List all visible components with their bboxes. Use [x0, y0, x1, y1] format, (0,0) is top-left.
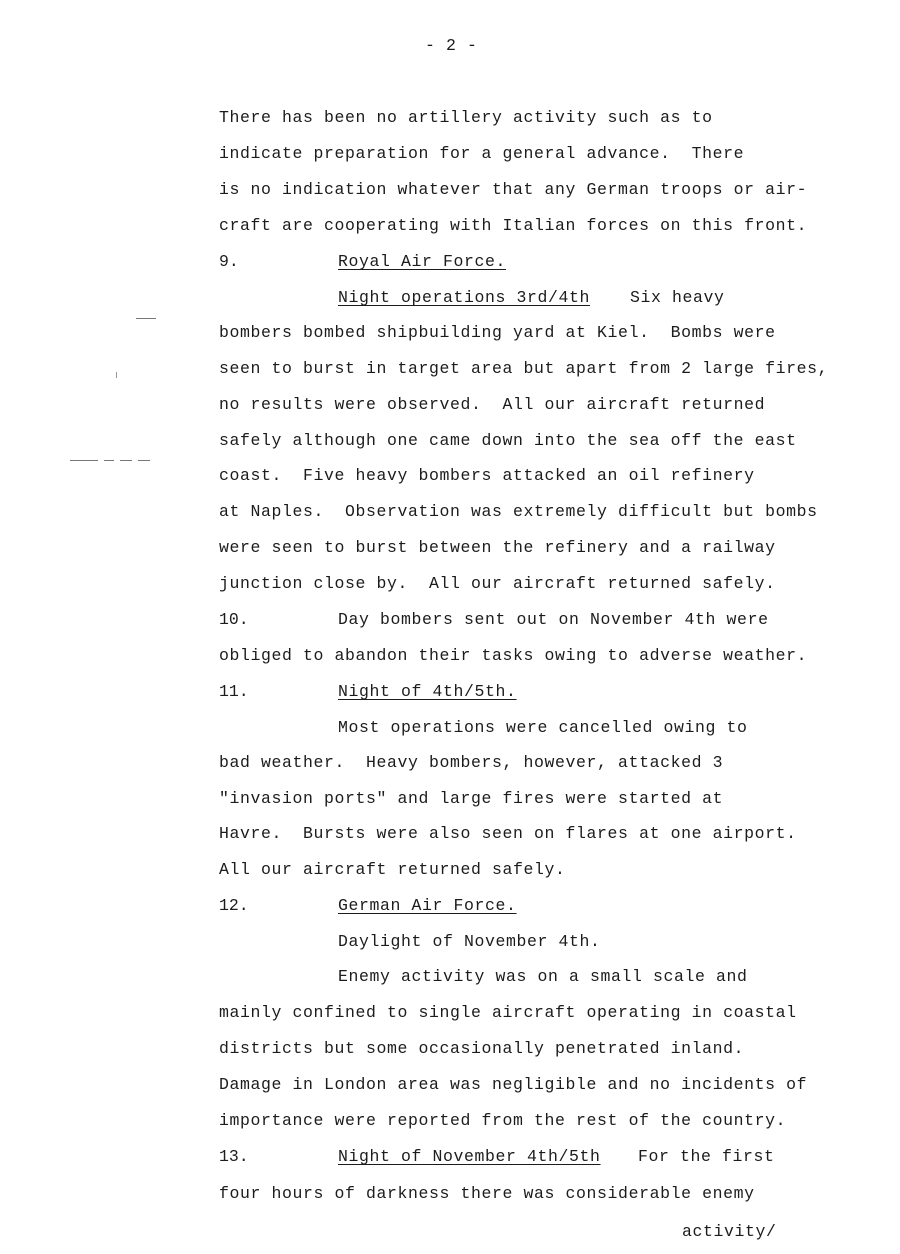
section-heading: German Air Force.	[338, 896, 517, 915]
body-line: There has been no artillery activity such as to	[219, 108, 713, 127]
body-line: All our aircraft returned safely.	[219, 860, 566, 879]
section-number: 9.	[219, 252, 239, 271]
body-line: districts but some occasionally penetrated inland.	[219, 1039, 745, 1058]
body-line: Day bombers sent out on November 4th were	[338, 610, 769, 629]
body-line: indicate preparation for a general advance. There	[219, 144, 745, 163]
body-line: junction close by. All our aircraft returned safely.	[219, 574, 776, 593]
body-line: bad weather. Heavy bombers, however, attacked 3	[219, 753, 724, 772]
sub-heading: Night operations 3rd/4th	[338, 288, 591, 307]
section-number: 13.	[219, 1147, 249, 1166]
body-line: were seen to burst between the refinery and a railway	[219, 538, 776, 557]
body-line: Enemy activity was on a small scale and	[338, 967, 748, 986]
margin-mark	[138, 460, 150, 461]
body-line: seen to burst in target area but apart from 2 large fires,	[219, 359, 829, 378]
catchword: activity/	[682, 1222, 777, 1241]
section-heading: Night of 4th/5th.	[338, 682, 517, 701]
margin-mark	[104, 460, 114, 461]
body-line: "invasion ports" and large fires were started at	[219, 789, 724, 808]
body-line: bombers bombed shipbuilding yard at Kiel. Bombs were	[219, 323, 776, 342]
body-line: craft are cooperating with Italian forces on this front.	[219, 216, 808, 235]
margin-mark	[120, 460, 132, 461]
section-heading: Royal Air Force.	[338, 252, 507, 271]
body-line: mainly confined to single aircraft operating in coastal	[219, 1003, 797, 1022]
section-heading: Night of November 4th/5th	[338, 1147, 601, 1166]
body-line: obliged to abandon their tasks owing to adverse weather.	[219, 646, 808, 665]
section-number: 12.	[219, 896, 249, 915]
margin-mark	[70, 460, 98, 461]
body-line: For the first	[638, 1147, 775, 1166]
body-line: Havre. Bursts were also seen on flares at one airport.	[219, 824, 797, 843]
section-number: 10.	[219, 610, 249, 629]
page-number: - 2 -	[425, 36, 478, 55]
body-line: no results were observed. All our aircraft returned	[219, 395, 766, 414]
body-line: Most operations were cancelled owing to	[338, 718, 748, 737]
body-line: coast. Five heavy bombers attacked an oil refinery	[219, 466, 755, 485]
sub-heading: Daylight of November 4th.	[338, 932, 601, 951]
section-number: 11.	[219, 682, 249, 701]
body-line: safely although one came down into the sea off the east	[219, 431, 797, 450]
body-line: four hours of darkness there was considerable enemy	[219, 1184, 755, 1203]
body-line: at Naples. Observation was extremely difficult but bombs	[219, 502, 818, 521]
body-line: importance were reported from the rest of the country.	[219, 1111, 787, 1130]
margin-mark	[116, 372, 117, 378]
margin-mark	[136, 318, 156, 319]
body-line: Six heavy	[630, 288, 725, 307]
body-line: is no indication whatever that any German troops or air-	[219, 180, 808, 199]
body-line: Damage in London area was negligible and no incidents of	[219, 1075, 808, 1094]
